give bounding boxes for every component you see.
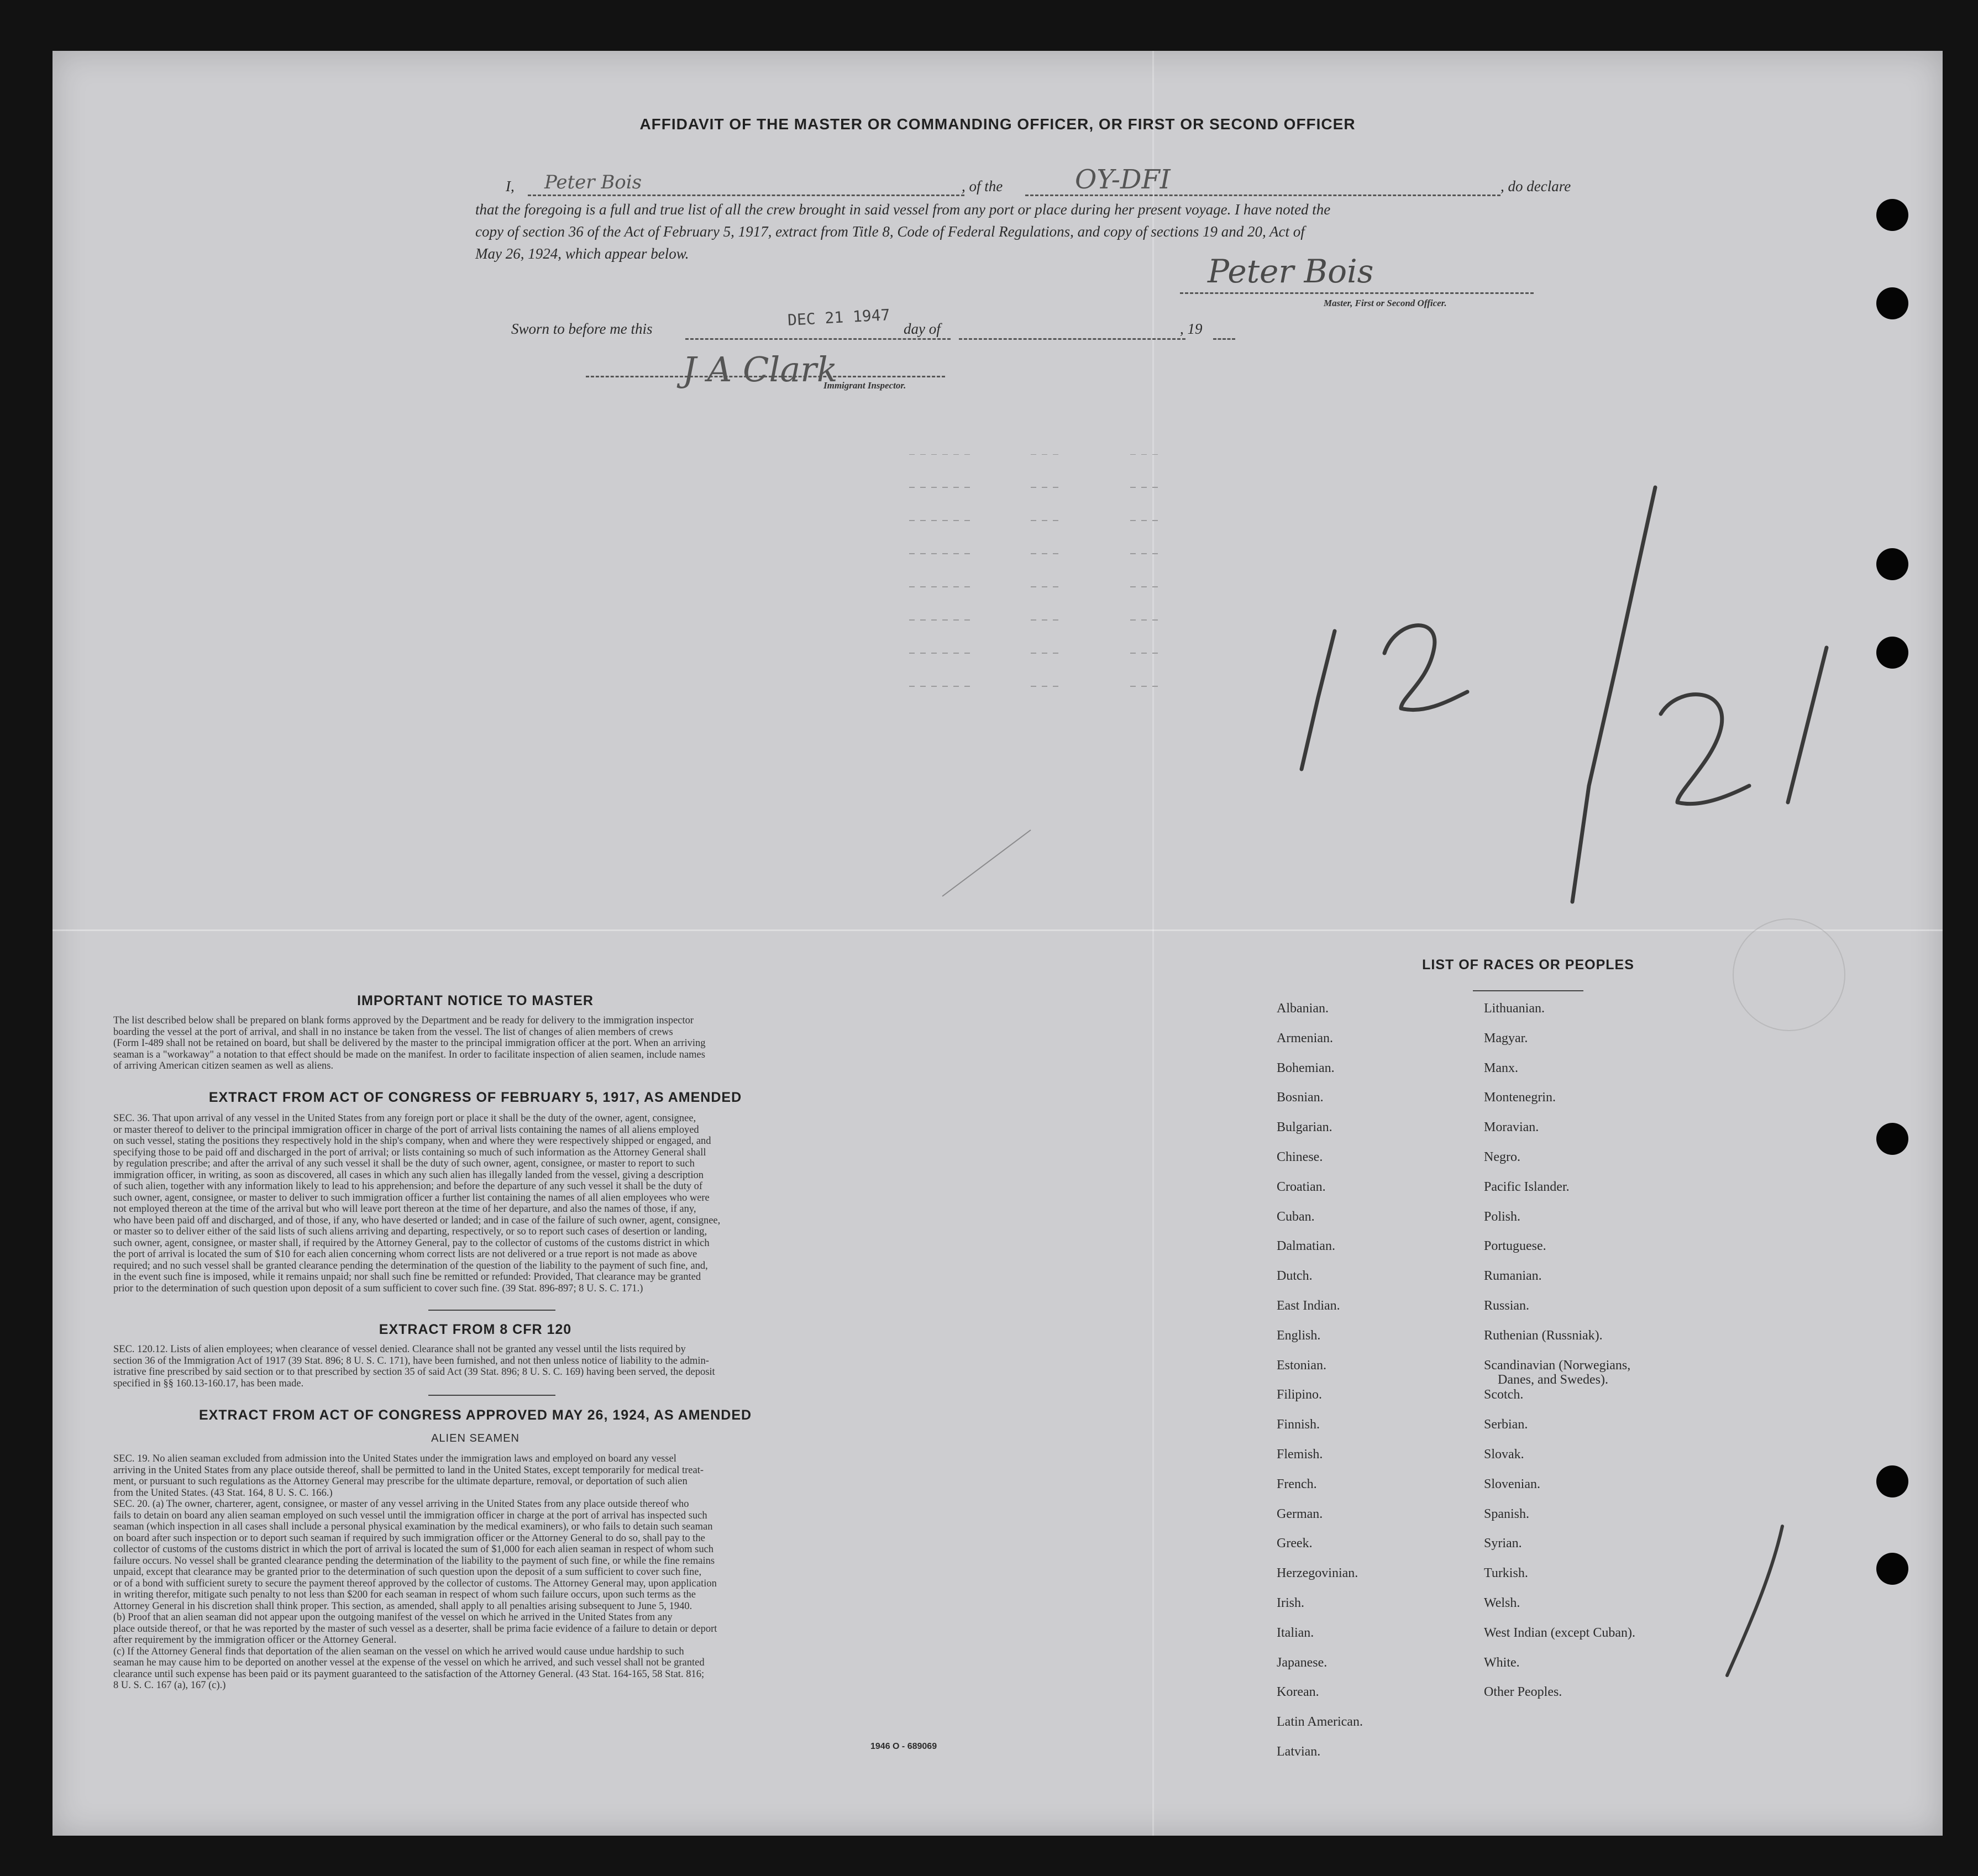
race-item: Bulgarian.	[1277, 1120, 1332, 1135]
race-item: Irish.	[1277, 1596, 1304, 1610]
extract-1924-line: on board after such inspection or to deport such seaman if required by such immigration officer or the Attorney General to do so, shall pay to the	[113, 1532, 705, 1544]
notice-title: IMPORTANT NOTICE TO MASTER	[357, 993, 594, 1008]
i-label: I,	[506, 178, 515, 195]
race-item: Greek.	[1277, 1536, 1313, 1551]
notice-line: seaman is a "workaway" a notation to that effect should be made on the manifest. In order to facilitate inspection of alien seamen, include names	[113, 1049, 705, 1060]
extract-1924-line: from the United States. (43 Stat. 164, 8 U. S. C. 166.)	[113, 1487, 333, 1499]
race-item: Latin American.	[1277, 1715, 1363, 1730]
race-item: Negro.	[1484, 1150, 1520, 1164]
officer-name-handwritten: Peter Bois	[544, 171, 642, 193]
race-item: Pacific Islander.	[1484, 1179, 1570, 1194]
extract-1917-title: EXTRACT FROM ACT OF CONGRESS OF FEBRUARY 5, 1917, AS AMENDED	[208, 1090, 742, 1105]
race-item: Dutch.	[1277, 1269, 1313, 1284]
extract-1924-line: failure occurs. No vessel shall be granted clearance pending the determination of the liability to the payment of such fine, or while the fine remains	[113, 1555, 715, 1567]
officer-name-line	[528, 195, 964, 196]
race-item: Italian.	[1277, 1625, 1314, 1640]
race-item: Serbian.	[1484, 1417, 1528, 1432]
race-item: Spanish.	[1484, 1506, 1530, 1521]
race-item: Manx.	[1484, 1060, 1518, 1075]
extract-1917-line: SEC. 36. That upon arrival of any vessel in the United States from any foreign port or place it shall be the duty of the owner, agent, consignee,	[113, 1113, 696, 1124]
race-item: East Indian.	[1277, 1299, 1340, 1313]
race-item: Magyar.	[1484, 1031, 1528, 1045]
extract-1917-line: who have been paid off and discharged, and of those, if any, who have deserted or landed; and in case of the failure of such owner, agent, consignee,	[113, 1215, 721, 1226]
extract-1924-line: Attorney General in his discretion shall think proper. This section, as amended, shall apply to all penalties arising subsequent to June 5, 1940.	[113, 1600, 692, 1612]
extract-1924-line: place outside thereof, or that he was reported by the master of such vessel as a deserter, shall be prima facie evidence of a failure to detain or deport	[113, 1623, 717, 1635]
notice-line: The list described below shall be prepared on blank forms approved by the Department and be ready for delivery to the immigration inspector	[113, 1015, 694, 1026]
extract-1924-line: fails to detain on board any alien seaman employed on such vessel until the immigration officer in charge at the port of arrival has inspected such	[113, 1510, 707, 1521]
race-item: Bohemian.	[1277, 1060, 1335, 1075]
race-item: Herzegovinian.	[1277, 1566, 1358, 1581]
sworn-label: Sworn to before me this	[511, 320, 653, 337]
race-item: French.	[1277, 1476, 1317, 1491]
print-code: 1946 O - 689069	[870, 1742, 937, 1751]
inspector-signature-line	[586, 376, 945, 377]
vessel-name-handwritten: OY-DFI	[1075, 164, 1171, 195]
do-declare-label: , do declare	[1500, 178, 1571, 195]
year-label: , 19	[1180, 320, 1203, 337]
extract-1917-line: or master thereof to deliver to the principal immigration officer in charge of the port of arrival lists containing the names of all aliens employed	[113, 1124, 699, 1136]
race-item: Flemish.	[1277, 1447, 1323, 1462]
stray-pencil-line	[937, 824, 1036, 902]
extract-1924-line: (b) Proof that an alien seaman did not appear upon the outgoing manifest of the vessel on which he arrived in the United States from any	[113, 1612, 673, 1623]
extract-1917-line: in the event such fine is imposed, while it remains unpaid; nor shall such fine be remitted or refunded: Provided, That clearance may be granted	[113, 1271, 701, 1283]
faint-seal-stamp	[1733, 918, 1845, 1031]
races-title-underline	[1473, 990, 1583, 991]
extract-1924-line: in writing therefor, mitigate such penalty to not less than $200 for each seaman in respect of whom such failure occurs, upon such terms as the	[113, 1589, 696, 1600]
extract-1924-line: (c) If the Attorney General finds that deportation of the alien seaman on the vessel on which he arrived would cause undue hardship to such	[113, 1646, 684, 1657]
race-item: English.	[1277, 1328, 1321, 1343]
extract-1924-line: seaman he may cause him to be deported on another vessel at the expense of the vessel on which he arrived, and such vessel shall not be granted	[113, 1657, 705, 1668]
extract-1924-line: after requirement by the immigration officer or the Attorney General.	[113, 1635, 397, 1646]
race-item: Lithuanian.	[1484, 1001, 1545, 1016]
extract-8cfr-line: specified in §§ 160.13-160.17, has been made.	[113, 1378, 304, 1389]
race-item: Rumanian.	[1484, 1269, 1542, 1284]
extract-1924-body	[113, 1453, 992, 1691]
extract-1917-line: such owner, agent, consignee, or master shall, if required by the Attorney General, pay to the collector of customs of the customs district in which	[113, 1237, 710, 1249]
punch-hole	[1876, 1553, 1908, 1585]
affidavit-line-3: copy of section 36 of the Act of February 5, 1917, extract from Title 8, Code of Federal Regulations, and copy of sections 19 and 20, Act of	[475, 223, 1305, 240]
extract-1924-line: seaman (which inspection in all cases shall include a personal physical examination by the medical examiners), or who fails to detain such seaman	[113, 1521, 713, 1532]
race-item: Filipino.	[1277, 1388, 1323, 1402]
race-item: Korean.	[1277, 1685, 1319, 1700]
punch-hole	[1876, 199, 1908, 231]
month-line	[959, 338, 1185, 340]
faint-dash-marks	[909, 454, 1241, 742]
year-line	[1213, 338, 1235, 340]
extract-1924-line: unpaid, except that clearance may be granted prior to the determination of such question upon the deposit of a sum sufficient to cover such fine,	[113, 1567, 702, 1578]
race-item: Armenian.	[1277, 1031, 1333, 1045]
extract-1917-line: specifying those to be paid off and discharged in the port of arrival; or lists containing so much of such information as the Attorney General shall	[113, 1147, 706, 1158]
race-item: German.	[1277, 1506, 1323, 1521]
races-title: LIST OF RACES OR PEOPLES	[1422, 957, 1634, 973]
day-of-label: day of	[904, 320, 941, 337]
extract-1917-line: required; and no such vessel shall be granted clearance pending the determination of the question of the liability to the payment of such fine, and,	[113, 1260, 708, 1271]
affidavit-title: AFFIDAVIT OF THE MASTER OR COMMANDING OFFICER, OR FIRST OR SECOND OFFICER	[639, 115, 1356, 133]
extract-8cfr-line: istrative fine prescribed by said section or to that prescribed by section 35 of said Act (39 Stat. 896; 8 U. S. C. 169) having been served, the deposit	[113, 1367, 715, 1378]
sworn-day-line	[685, 338, 951, 340]
race-item: Welsh.	[1484, 1596, 1520, 1610]
notice-body	[113, 1015, 992, 1072]
notice-line: (Form I-489 shall not be retained on board, but shall be delivered by the master to the principal immigration officer at the port. When an arriving	[113, 1038, 706, 1049]
race-item: Bosnian.	[1277, 1090, 1324, 1105]
race-item: Montenegrin.	[1484, 1090, 1556, 1105]
affidavit-line-4: May 26, 1924, which appear below.	[475, 245, 689, 262]
extract-1924-title: EXTRACT FROM ACT OF CONGRESS APPROVED MAY 26, 1924, AS AMENDED	[198, 1407, 752, 1423]
extract-1924-line: ment, or pursuant to such regulations as the Attorney General may prescribe for the ultimate departure, removal, or deportation of such alien	[113, 1476, 688, 1487]
extract-1924-line: SEC. 20. (a) The owner, charterer, agent, consignee, or master of any vessel arriving in the United States from any place outside thereof who	[113, 1499, 689, 1510]
extract-1917-body	[113, 1113, 992, 1294]
punch-hole	[1876, 1465, 1908, 1497]
extract-1917-line: immigration officer, in writing, as soon as discovered, all cases in which any such alien has illegally landed from the vessel, giving a description	[113, 1169, 704, 1181]
affidavit-line-2: that the foregoing is a full and true list of all the crew brought in said vessel from any port or place during her present voyage. I have noted the	[475, 201, 1331, 218]
extract-8cfr-line: section 36 of the Immigration Act of 1917 (39 Stat. 896; 8 U. S. C. 171), have been furnished, and not then unless notice of liability to the admin-	[113, 1355, 709, 1367]
extract-8cfr-body	[113, 1344, 992, 1389]
inspector-signature-handwritten: J A Clark	[683, 349, 838, 390]
notice-line: boarding the vessel at the port of arrival, and shall in no instance be taken from the vessel. The list of changes of alien members of crews	[113, 1026, 673, 1038]
extract-1917-line: by regulation prescribe; and after the arrival of any such vessel it shall be the duty of such owner, agent, consignee, or master to report to such	[113, 1158, 695, 1169]
race-item: Slovenian.	[1484, 1476, 1540, 1491]
document-sheet	[53, 51, 1943, 1836]
fold-line-vertical	[1152, 51, 1154, 1836]
extract-1917-line: or master so to deliver either of the said lists of such aliens arriving and departing, respectively, or so to report such cases of desertion or landing,	[113, 1226, 707, 1237]
race-item: Chinese.	[1277, 1150, 1323, 1164]
race-item: Estonian.	[1277, 1358, 1326, 1373]
race-item: Latvian.	[1277, 1744, 1321, 1759]
race-item: Other Peoples.	[1484, 1685, 1562, 1700]
master-signature-handwritten: Peter Bois	[1208, 253, 1374, 290]
punch-hole	[1876, 637, 1908, 669]
punch-hole	[1876, 1123, 1908, 1155]
extract-8cfr-title: EXTRACT FROM 8 CFR 120	[379, 1322, 572, 1337]
master-signature-caption: Master, First or Second Officer.	[1324, 298, 1447, 308]
punch-hole	[1876, 548, 1908, 580]
race-item: Cuban.	[1277, 1209, 1315, 1224]
race-item: Syrian.	[1484, 1536, 1522, 1551]
race-item: Moravian.	[1484, 1120, 1539, 1135]
race-item: Scotch.	[1484, 1388, 1524, 1402]
extract-1917-line: not employed thereon at the time of the arrival but who will leave port thereon at the time of her departure, and also the names of those, if any,	[113, 1204, 696, 1215]
section-divider	[428, 1395, 555, 1396]
extract-1924-line: or of a bond with sufficient surety to secure the payment thereof approved by the collector of customs. The Attorney General may, upon application	[113, 1578, 717, 1589]
race-item: White.	[1484, 1655, 1520, 1670]
race-item: Croatian.	[1277, 1179, 1326, 1194]
master-signature-line	[1180, 292, 1534, 294]
punch-hole	[1876, 287, 1908, 319]
race-item: West Indian (except Cuban).	[1484, 1625, 1635, 1640]
race-item: Dalmatian.	[1277, 1239, 1335, 1254]
handwritten-slash-mark	[1705, 1521, 1793, 1686]
race-item: Turkish.	[1484, 1566, 1528, 1581]
extract-1917-line: prior to the determination of such question upon deposit of a sum sufficient to cover such fine. (39 Stat. 896-897; 8 U. S. C. 171.)	[113, 1283, 643, 1294]
race-item: Japanese.	[1277, 1655, 1328, 1670]
date-stamp: DEC 21 1947	[787, 306, 891, 329]
race-item: Danes, and Swedes).	[1498, 1372, 1608, 1387]
extract-1924-line: 8 U. S. C. 167 (a), 167 (c).)	[113, 1680, 226, 1691]
extract-8cfr-line: SEC. 120.12. Lists of alien employees; when clearance of vessel denied. Clearance shall not be granted any vessel until the lists required by	[113, 1344, 686, 1355]
section-divider	[428, 1310, 555, 1311]
race-item: Ruthenian (Russniak).	[1484, 1328, 1603, 1343]
extract-1924-line: collector of customs of the customs district in which the port of arrival is located the sum of $1,000 for each alien seaman in respect of whom such	[113, 1544, 714, 1555]
extract-1924-line: clearance until such expense has been paid or its payment guaranteed to the satisfaction of the Attorney General. (43 Stat. 164-165, 58 Stat. 816;	[113, 1668, 705, 1680]
inspector-caption: Immigrant Inspector.	[823, 380, 906, 391]
extract-1917-line: on such vessel, stating the positions they respectively hold in the ship's company, when and where they were respectively shipped or engaged, and	[113, 1136, 711, 1147]
race-item: Portuguese.	[1484, 1239, 1546, 1254]
race-item: Finnish.	[1277, 1417, 1320, 1432]
race-item: Albanian.	[1277, 1001, 1329, 1016]
handwritten-date-12-21	[1257, 482, 1865, 979]
race-item: Slovak.	[1484, 1447, 1524, 1462]
extract-1917-line: of such alien, together with any information likely to lead to his apprehension; and before the departure of any such vessel it shall be the duty of	[113, 1181, 703, 1192]
extract-1924-line: SEC. 19. No alien seaman excluded from admission into the United States under the immigration laws and employed on board any vessel	[113, 1453, 676, 1464]
extract-1924-subtitle: ALIEN SEAMEN	[431, 1432, 520, 1444]
extract-1924-line: arriving in the United States from any place outside thereof, shall be permitted to land in the United States, except temporarily for medical treat-	[113, 1464, 704, 1476]
race-item: Russian.	[1484, 1299, 1530, 1313]
of-the-label: , of the	[962, 178, 1003, 195]
race-item: Polish.	[1484, 1209, 1521, 1224]
notice-line: of arriving American citizen seamen as well as aliens.	[113, 1060, 334, 1071]
extract-1917-line: such owner, agent, consignee, or master to deliver to such immigration officer a further list containing the names of all alien employees who were	[113, 1192, 710, 1204]
extract-1917-line: the port of arrival is located the sum of $10 for each alien concerning whom correct lists are not delivered or a true report is not made as above	[113, 1249, 697, 1260]
race-item: Scandinavian (Norwegians,	[1484, 1358, 1631, 1373]
